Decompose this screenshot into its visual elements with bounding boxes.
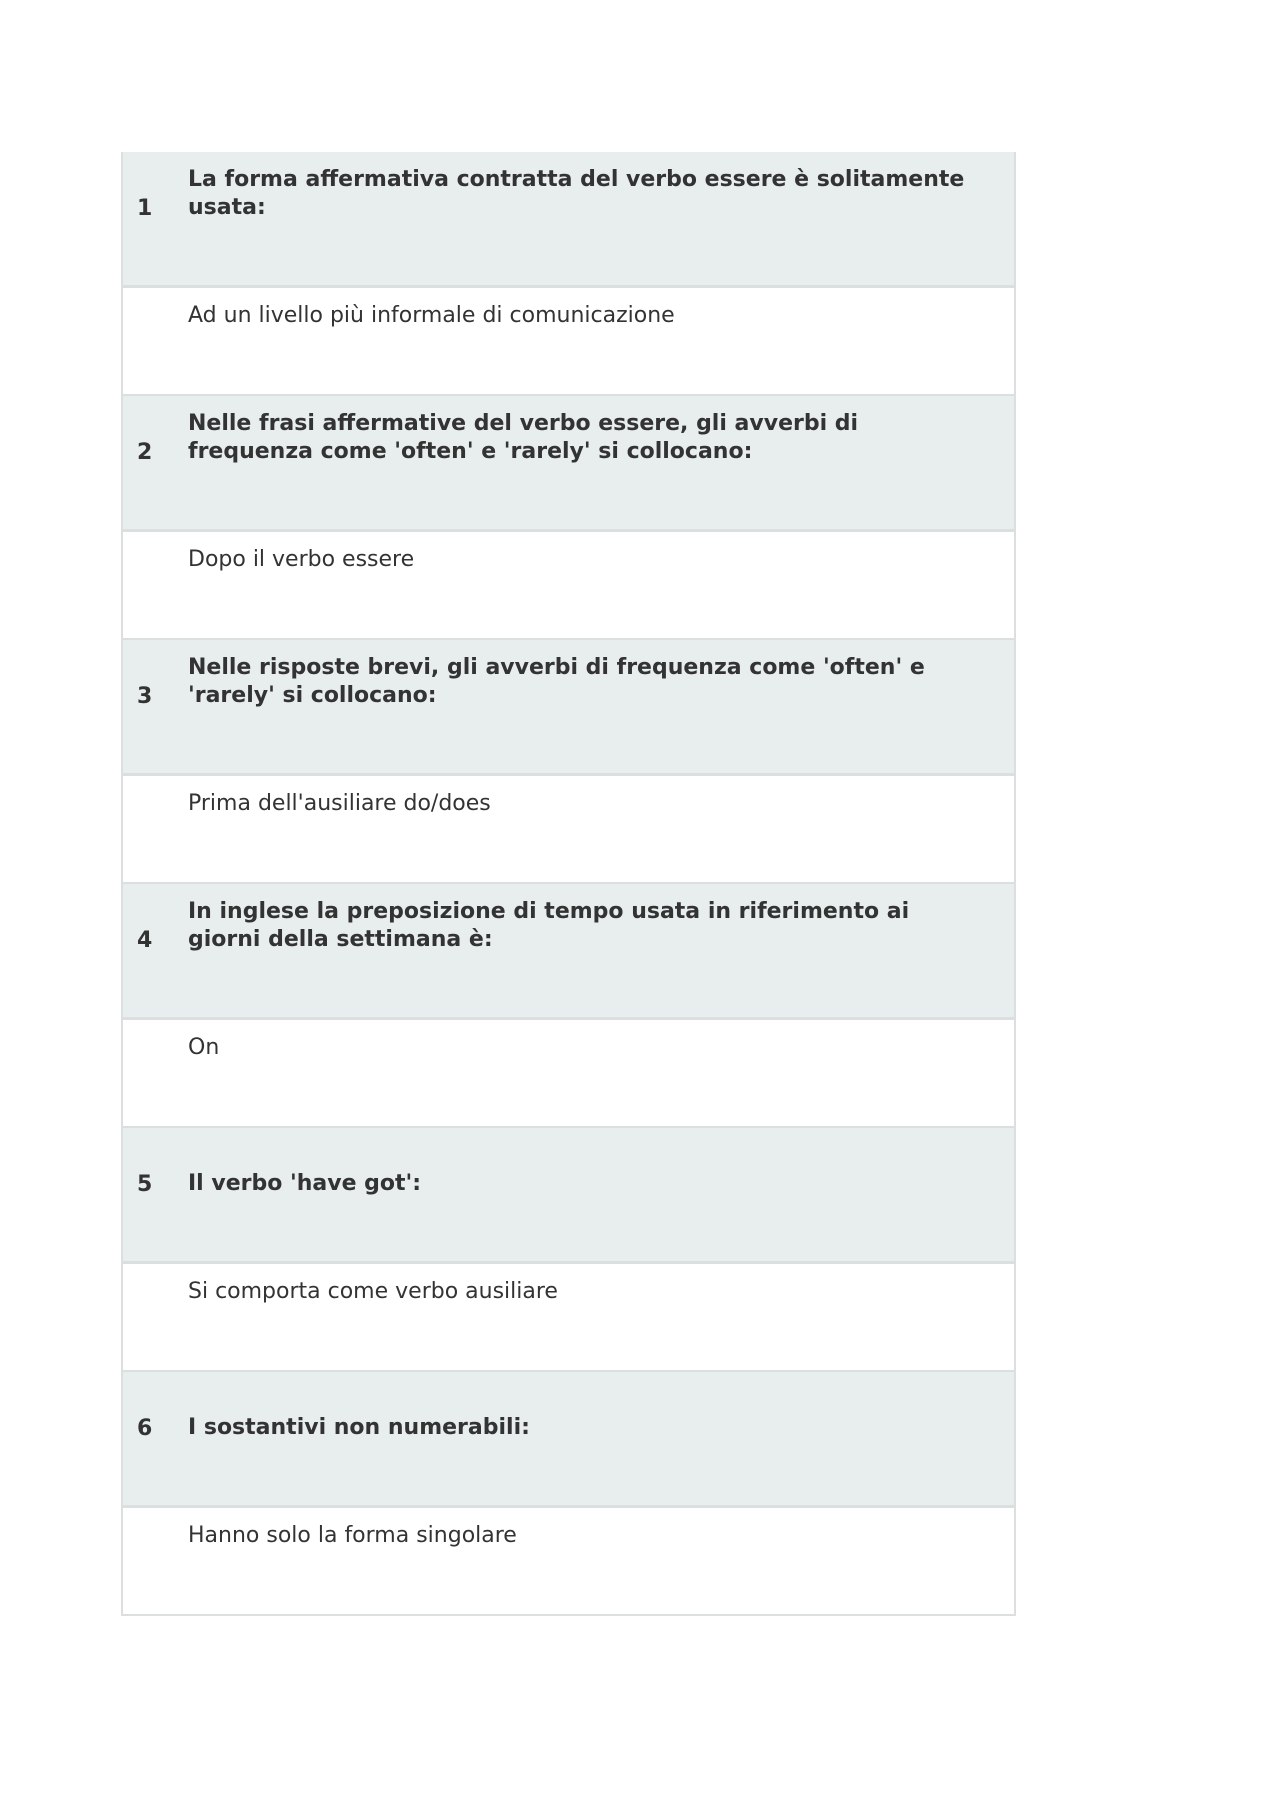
answer-text: Prima dell'ausiliare do/does bbox=[188, 791, 491, 816]
question-row bbox=[123, 1372, 1014, 1508]
question-text: I sostantivi non numerabili: bbox=[188, 1415, 530, 1440]
question-text: Nelle risposte brevi, gli avverbi di frequenza come 'often' e 'rarely' si collocano: bbox=[188, 655, 925, 708]
question-number: 1 bbox=[137, 195, 153, 221]
question-row bbox=[123, 640, 1014, 776]
question-text: Nelle frasi affermative del verbo essere, gli avverbi di frequenza come 'often' e 'rarely' si collocano: bbox=[188, 411, 859, 464]
answer-row bbox=[123, 776, 1014, 884]
question-row bbox=[123, 1128, 1014, 1264]
answer-row bbox=[123, 1020, 1014, 1128]
question-number: 3 bbox=[137, 683, 153, 709]
question-number: 5 bbox=[137, 1171, 153, 1197]
answer-text: Dopo il verbo essere bbox=[188, 547, 415, 572]
question-row bbox=[123, 884, 1014, 1020]
answer-text: On bbox=[188, 1035, 220, 1060]
answer-row bbox=[123, 288, 1014, 396]
question-row bbox=[123, 152, 1014, 288]
answer-text: Ad un livello più informale di comunicazione bbox=[188, 303, 675, 328]
answer-row bbox=[123, 1264, 1014, 1372]
question-number: 6 bbox=[137, 1415, 153, 1441]
question-number: 2 bbox=[137, 439, 153, 465]
question-row bbox=[123, 396, 1014, 532]
answer-row bbox=[123, 1508, 1014, 1614]
question-text: La forma affermativa contratta del verbo essere è solitamente usata: bbox=[188, 167, 965, 220]
answer-text: Hanno solo la forma singolare bbox=[188, 1523, 517, 1548]
quiz-table bbox=[121, 152, 1016, 1616]
answer-row bbox=[123, 532, 1014, 640]
question-text: Il verbo 'have got': bbox=[188, 1171, 422, 1196]
question-text: In inglese la preposizione di tempo usata in riferimento ai giorni della settimana è: bbox=[188, 899, 910, 952]
question-number: 4 bbox=[137, 927, 153, 953]
answer-text: Si comporta come verbo ausiliare bbox=[188, 1279, 558, 1304]
